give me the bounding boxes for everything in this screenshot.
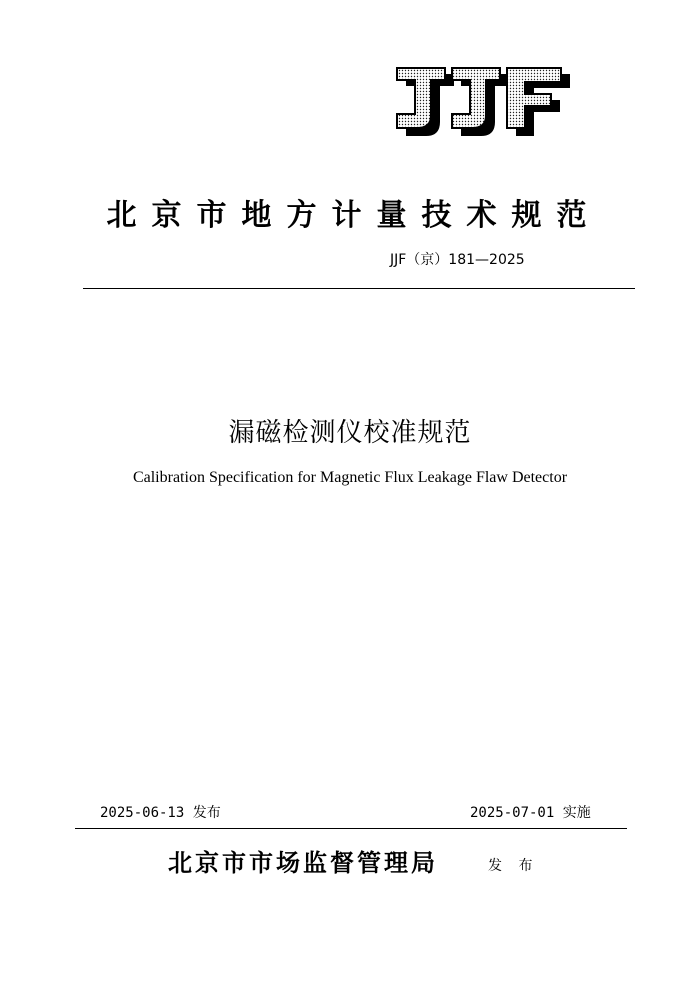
jjf-logo-graphic: [395, 66, 570, 140]
standard-type-heading: 北京市地方计量技术规范: [106, 198, 602, 233]
publish-date: 2025-06-13 发布: [100, 805, 221, 821]
top-divider: [83, 288, 635, 289]
effective-date: 2025-07-01 实施: [470, 805, 591, 821]
jjf-logo: [395, 66, 570, 140]
issuing-authority: 北京市市场监督管理局: [168, 848, 438, 877]
bottom-divider: [75, 828, 627, 829]
standard-code: JJF（京）181—2025: [390, 252, 525, 268]
document-title-cn: 漏磁检测仪校准规范: [228, 418, 472, 448]
document-title-en: Calibration Specification for Magnetic Flux Leakage Flaw Detector: [132, 469, 568, 486]
issuer-suffix: 发 布: [488, 858, 539, 874]
